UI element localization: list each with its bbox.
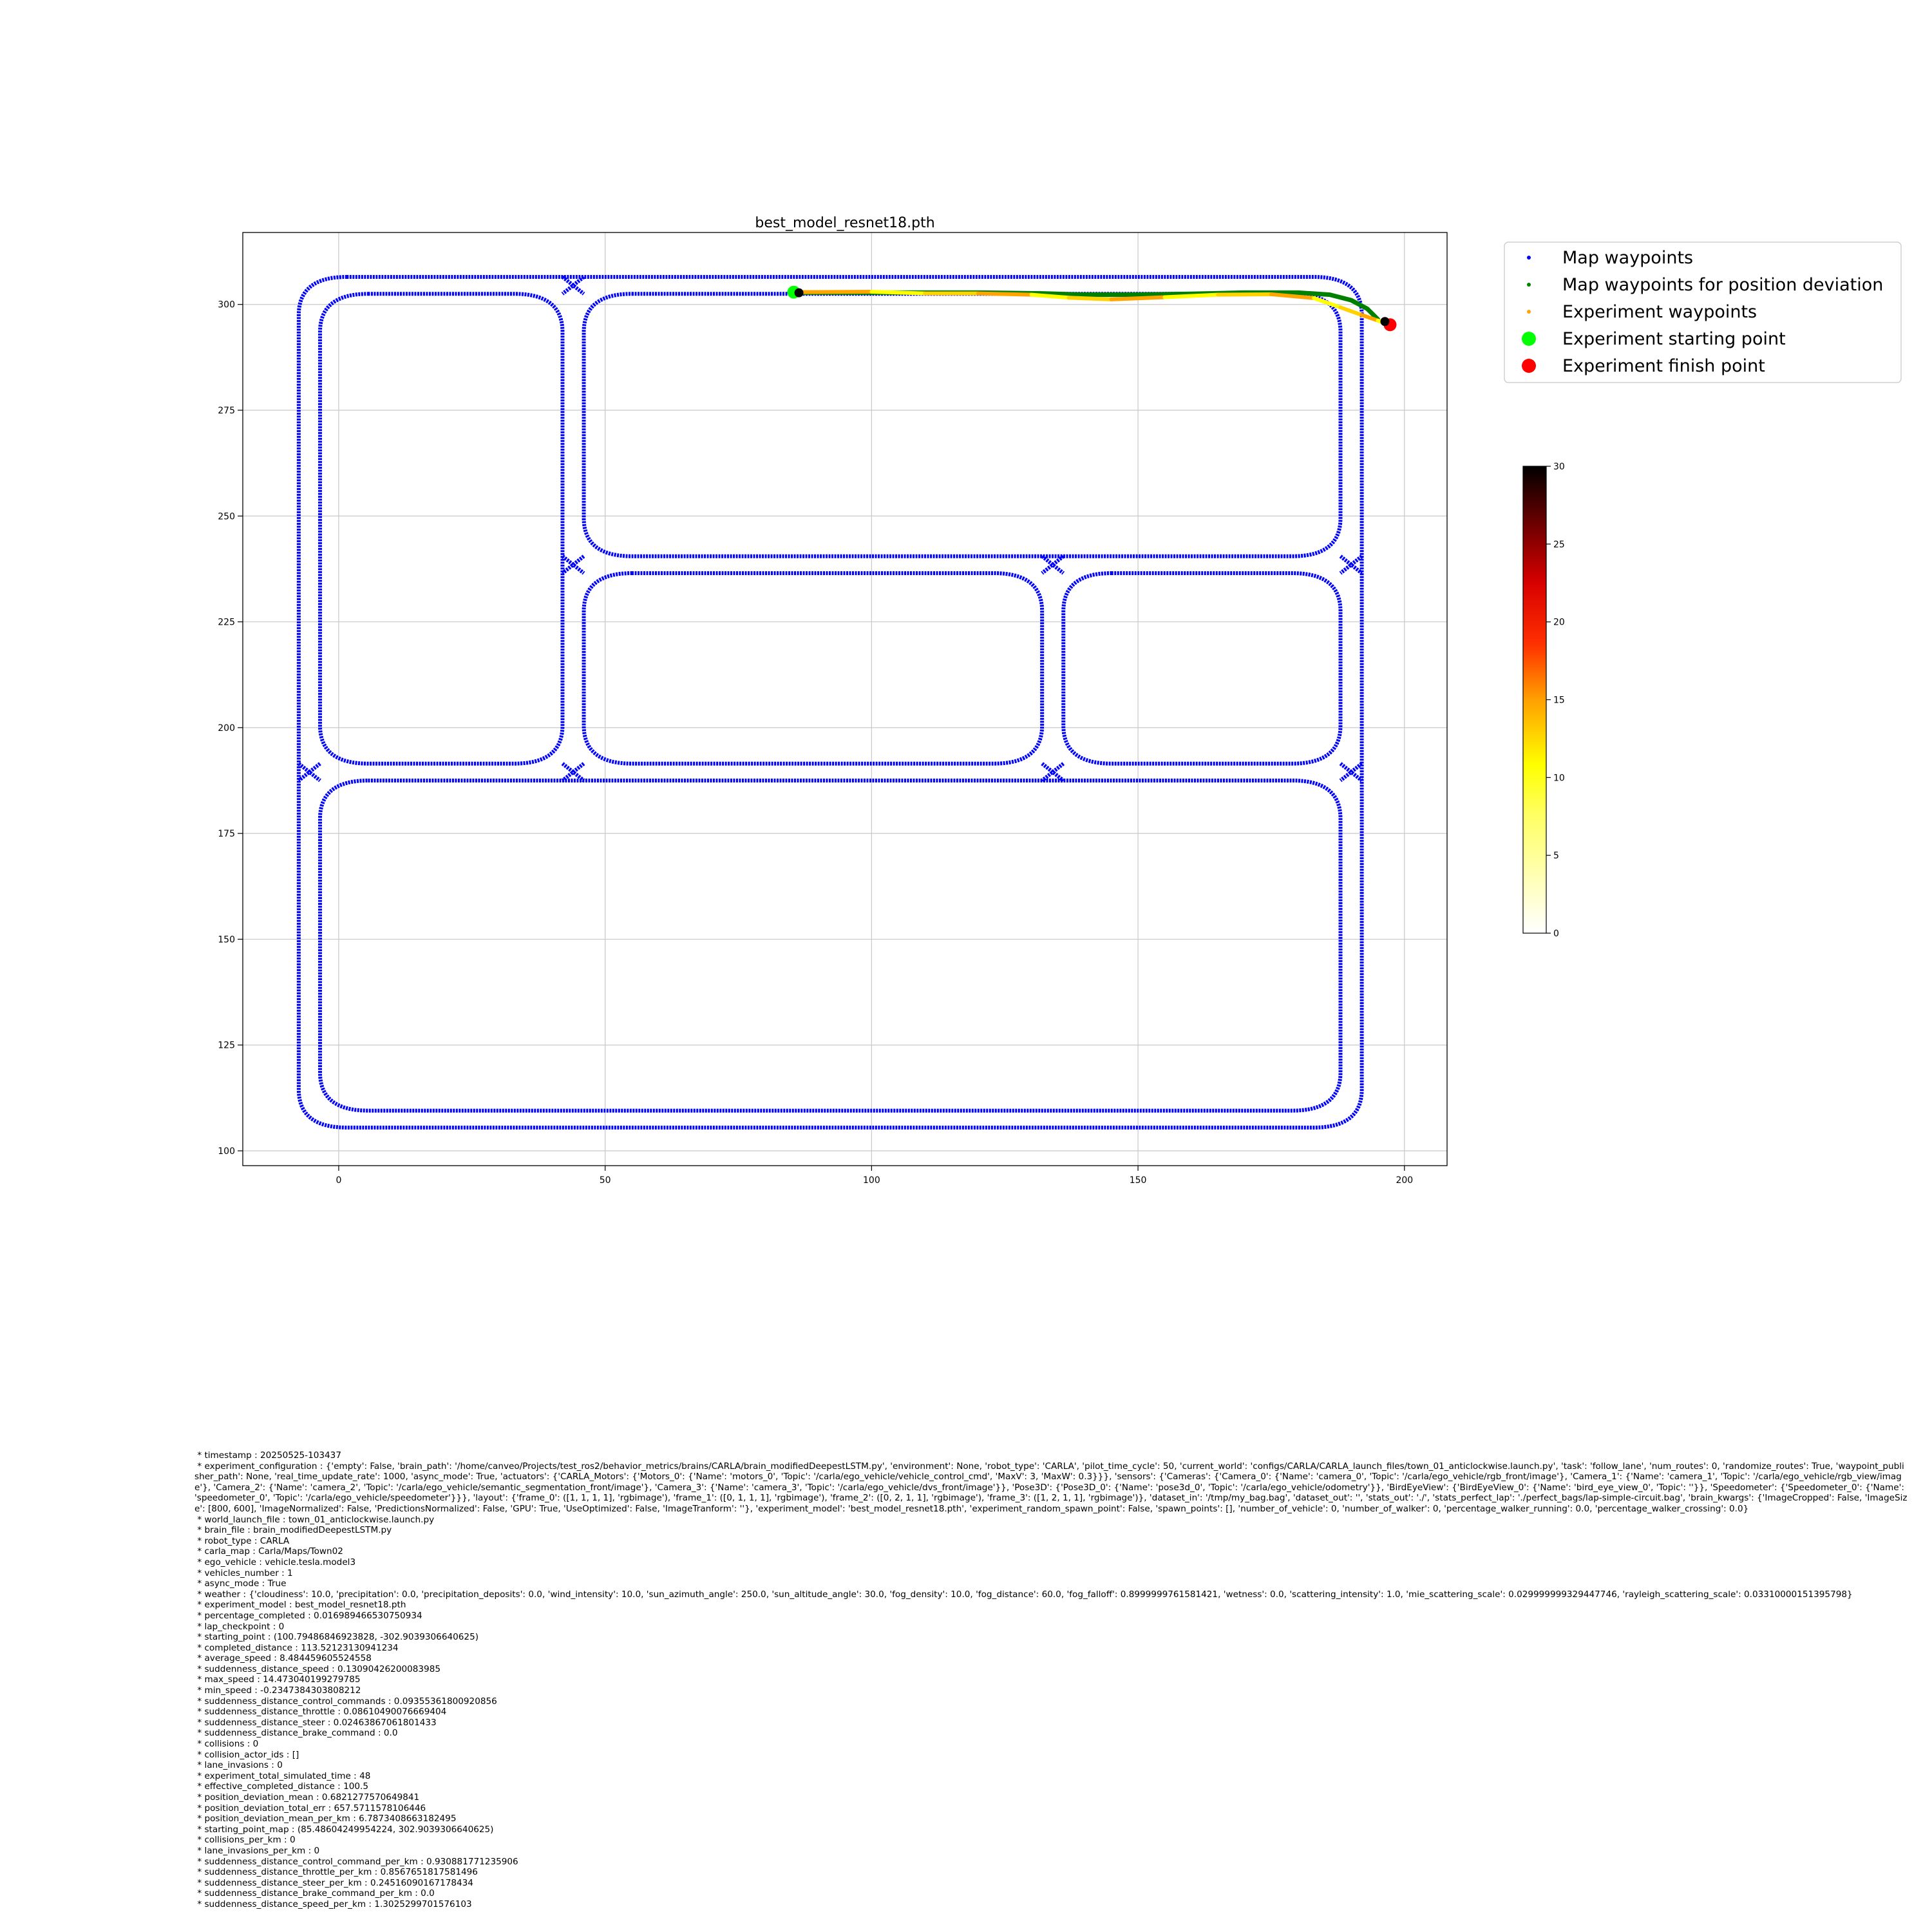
info-line: * experiment_model : best_model_resnet18.pth (194, 1600, 406, 1611)
experiment-waypoint-segment (1218, 294, 1271, 295)
legend-label: Map waypoints (1562, 248, 1694, 268)
info-line: * suddenness_distance_control_command_per_km : 0.930881771235906 (194, 1856, 518, 1867)
y-tick-label: 150 (218, 934, 235, 945)
x-tick-label: 50 (599, 1175, 611, 1186)
info-line: * brain_file : brain_modifiedDeepestLSTM.py (194, 1525, 392, 1536)
colorbar-tick-label: 15 (1553, 695, 1565, 706)
finish-heading-marker (1380, 317, 1389, 326)
x-tick-label: 100 (863, 1175, 880, 1186)
info-line: * completed_distance : 113.52123130941234 (194, 1642, 399, 1653)
info-line: * lap_checkpoint : 0 (194, 1621, 285, 1632)
legend-label: Experiment finish point (1562, 356, 1765, 376)
colorbar-tick-label: 20 (1553, 617, 1565, 628)
info-line: * collisions_per_km : 0 (194, 1835, 296, 1846)
colorbar-tick-label: 0 (1553, 929, 1559, 939)
info-line: * max_speed : 14.473040199279785 (194, 1674, 361, 1685)
info-line: * weather : {'cloudiness': 10.0, 'precipitation': 0.0, 'precipitation_deposits': 0.0, 'wind_intensity': 10.0, 'sun_azimuth_angle': 250.0, 'sun_altitude_angle': 30.0, 'fog_density': 10.0, 'fog_distance': 60.0, 'fog_falloff': 0.8999999761581421, 'wetness': 0.0, 'scattering_intensity': 1.0, 'mie_scattering_scale': 0.029999999329447746, 'rayleigh_scattering_scale': 0.03310000151395798} (194, 1589, 1853, 1600)
start-heading-marker (795, 289, 804, 298)
info-line: * position_deviation_mean : 0.6821277570649841 (194, 1792, 420, 1803)
legend-label: Experiment starting point (1562, 329, 1786, 349)
info-line: * collisions : 0 (194, 1739, 259, 1750)
info-line: * suddenness_distance_brake_command_per_km : 0.0 (194, 1888, 435, 1899)
info-line: * average_speed : 8.484459605524558 (194, 1653, 372, 1664)
experiment-waypoint-segment (1069, 298, 1112, 299)
info-line: * lane_invasions_per_km : 0 (194, 1845, 320, 1856)
colorbar-bar (1523, 466, 1546, 933)
info-line: * suddenness_distance_speed_per_km : 1.3025299701576103 (194, 1899, 472, 1909)
y-tick-label: 225 (218, 617, 235, 628)
info-line: * vehicles_number : 1 (194, 1567, 293, 1578)
info-line: * lane_invasions : 0 (194, 1760, 283, 1771)
info-line: * carla_map : Carla/Maps/Town02 (194, 1546, 343, 1557)
y-tick-label: 275 (218, 406, 235, 416)
info-line: * world_launch_file : town_01_anticlockwise.launch.py (194, 1514, 435, 1525)
info-line: * suddenness_distance_throttle : 0.08610490076669404 (194, 1707, 447, 1718)
info-line: * position_deviation_total_err : 657.5711578106446 (194, 1803, 426, 1814)
experiment-info-panel (194, 1450, 1908, 1910)
info-line: * min_speed : -0.2347384303808212 (194, 1685, 361, 1696)
colorbar-tick-label: 5 (1553, 851, 1559, 862)
experiment-waypoint-segment (1164, 295, 1218, 298)
legend-label: Experiment waypoints (1562, 302, 1757, 322)
legend-marker (1527, 310, 1531, 314)
legend-marker (1522, 332, 1536, 346)
info-line: * robot_type : CARLA (194, 1535, 290, 1546)
x-tick-label: 200 (1396, 1175, 1414, 1186)
y-tick-label: 200 (218, 723, 235, 734)
info-line: * starting_point : (100.79486846923828, -302.9039306640625) (194, 1632, 479, 1643)
info-line: * experiment_total_simulated_time : 48 (194, 1770, 371, 1781)
info-line: * suddenness_distance_steer : 0.02463867061801433 (194, 1717, 437, 1728)
y-tick-label: 300 (218, 299, 235, 310)
legend (1504, 242, 1901, 383)
info-line: * collision_actor_ids : [] (194, 1749, 299, 1760)
legend-marker (1527, 283, 1531, 287)
y-tick-label: 125 (218, 1040, 235, 1051)
info-line: * suddenness_distance_throttle_per_km : 0.8567651817581496 (194, 1867, 478, 1878)
info-line: * suddenness_distance_speed : 0.13090426200083985 (194, 1663, 441, 1674)
colorbar-tick-label: 25 (1553, 539, 1565, 550)
y-tick-label: 250 (218, 511, 235, 522)
info-line: * ego_vehicle : vehicle.tesla.model3 (194, 1557, 356, 1567)
info-line: * suddenness_distance_control_commands : 0.09355361800920856 (194, 1696, 497, 1707)
colorbar-tick-label: 10 (1553, 773, 1565, 784)
info-line: * starting_point_map : (85.48604249954224, 302.9039306640625) (194, 1824, 494, 1835)
colorbar-tick-label: 30 (1553, 462, 1565, 472)
x-tick-label: 0 (336, 1175, 342, 1186)
experiment-waypoint-segment (1112, 298, 1165, 299)
y-tick-label: 100 (218, 1146, 235, 1157)
info-line: * timestamp : 20250525-103437 (194, 1450, 341, 1461)
experiment-waypoint-segment (871, 292, 925, 294)
info-line: * percentage_completed : 0.016989466530750934 (194, 1610, 422, 1621)
info-line: * effective_completed_distance : 100.5 (194, 1781, 368, 1792)
info-line: * async_mode : True (194, 1578, 287, 1589)
legend-marker (1522, 359, 1536, 373)
chart-title: best_model_resnet18.pth (755, 215, 935, 231)
legend-label: Map waypoints for position deviation (1562, 275, 1884, 295)
y-tick-label: 175 (218, 829, 235, 840)
experiment-waypoint-segment (978, 294, 1032, 295)
info-line: * suddenness_distance_steer_per_km : 0.24516090167178434 (194, 1877, 473, 1888)
info-line: * position_deviation_mean_per_km : 6.7873408663182495 (194, 1814, 457, 1824)
legend-marker (1527, 256, 1531, 260)
info-line: * suddenness_distance_brake_command : 0.0 (194, 1728, 398, 1739)
info-line: * experiment_configuration : {'empty': False, 'brain_path': '/home/canveo/Projects/test_ros2/behavior_metrics/brains/CARLA/brain_modifiedDeepestLSTM.py', 'environment': None, 'robot_type': 'CARLA', 'pilot_time_cycle': 50, 'current_world': 'configs/CARLA/CARLA_launch_files/town_01_anticlockwise.launch.py', 'task': 'follow_lane', 'num_routes': 0, 'randomize_routes': True, 'waypoint_publisher_path': None, 'real_time_update_rate': 1000, 'async_mode': True, 'actuators': {'CARLA_Motors': {'Motors_0': {'Name': 'motors_0', 'Topic': '/carla/ego_vehicle/vehicle_control_cmd', 'MaxV': 3, 'MaxW': 0.3}}}, 'sensors': {'Cameras': {'Camera_0': {'Name': 'camera_0', 'Topic': '/carla/ego_vehicle/rgb_front/image'}, 'Camera_1': {'Name': 'camera_1', 'Topic': '/carla/ego_vehicle/rgb_view/image'}, 'Camera_2': {'Name': 'camera_2', 'Topic': '/carla/ego_vehicle/semantic_segmentation_front/image'}, 'Camera_3': {'Name': 'camera_3', 'Topic': '/carla/ego_vehicle/dvs_front/image'}}, 'Pose3D': {'Pose3D_0': {'Name': 'pose3d_0', 'Topic': '/carla/ego_vehicle/odometry'}}, 'BirdEyeView': {'BirdEyeView_0': {'Name': 'bird_eye_view_0', 'Topic': ''}}, 'Speedometer': {'Speedometer_0': {'Name': 'speedometer_0', 'Topic': '/carla/ego_vehicle/speedometer'}}}, 'layout': {'frame_0': ([1, 1, 1, 1], 'rgbimage'), 'frame_1': ([0, 1, 1, 1], 'rgbimage'), 'frame_2': ([0, 2, 1, 1], 'rgbimage'), 'frame_3': ([1, 2, 1, 1], 'rgbimage')}, 'dataset_in': '/tmp/my_bag.bag', 'dataset_out': '', 'stats_out': './', 'stats_perfect_lap': './perfect_bags/lap-simple-circuit.bag', 'brain_kwargs': {'ImageCropped': False, 'ImageSize': [800, 600], 'ImageNormalized': False, 'PredictionsNormalized': False, 'GPU': True, 'UseOptimized': False, 'ImageTranform': ''}, 'experiment_model': 'best_model_resnet18.pth', 'experiment_random_spawn_point': False, 'spawn_points': [], 'number_of_vehicle': 0, 'number_of_walker': 0, 'percentage_walker_running': 0.0, 'percentage_walker_crossing': 0.0} (194, 1461, 1908, 1514)
x-tick-label: 150 (1129, 1175, 1147, 1186)
